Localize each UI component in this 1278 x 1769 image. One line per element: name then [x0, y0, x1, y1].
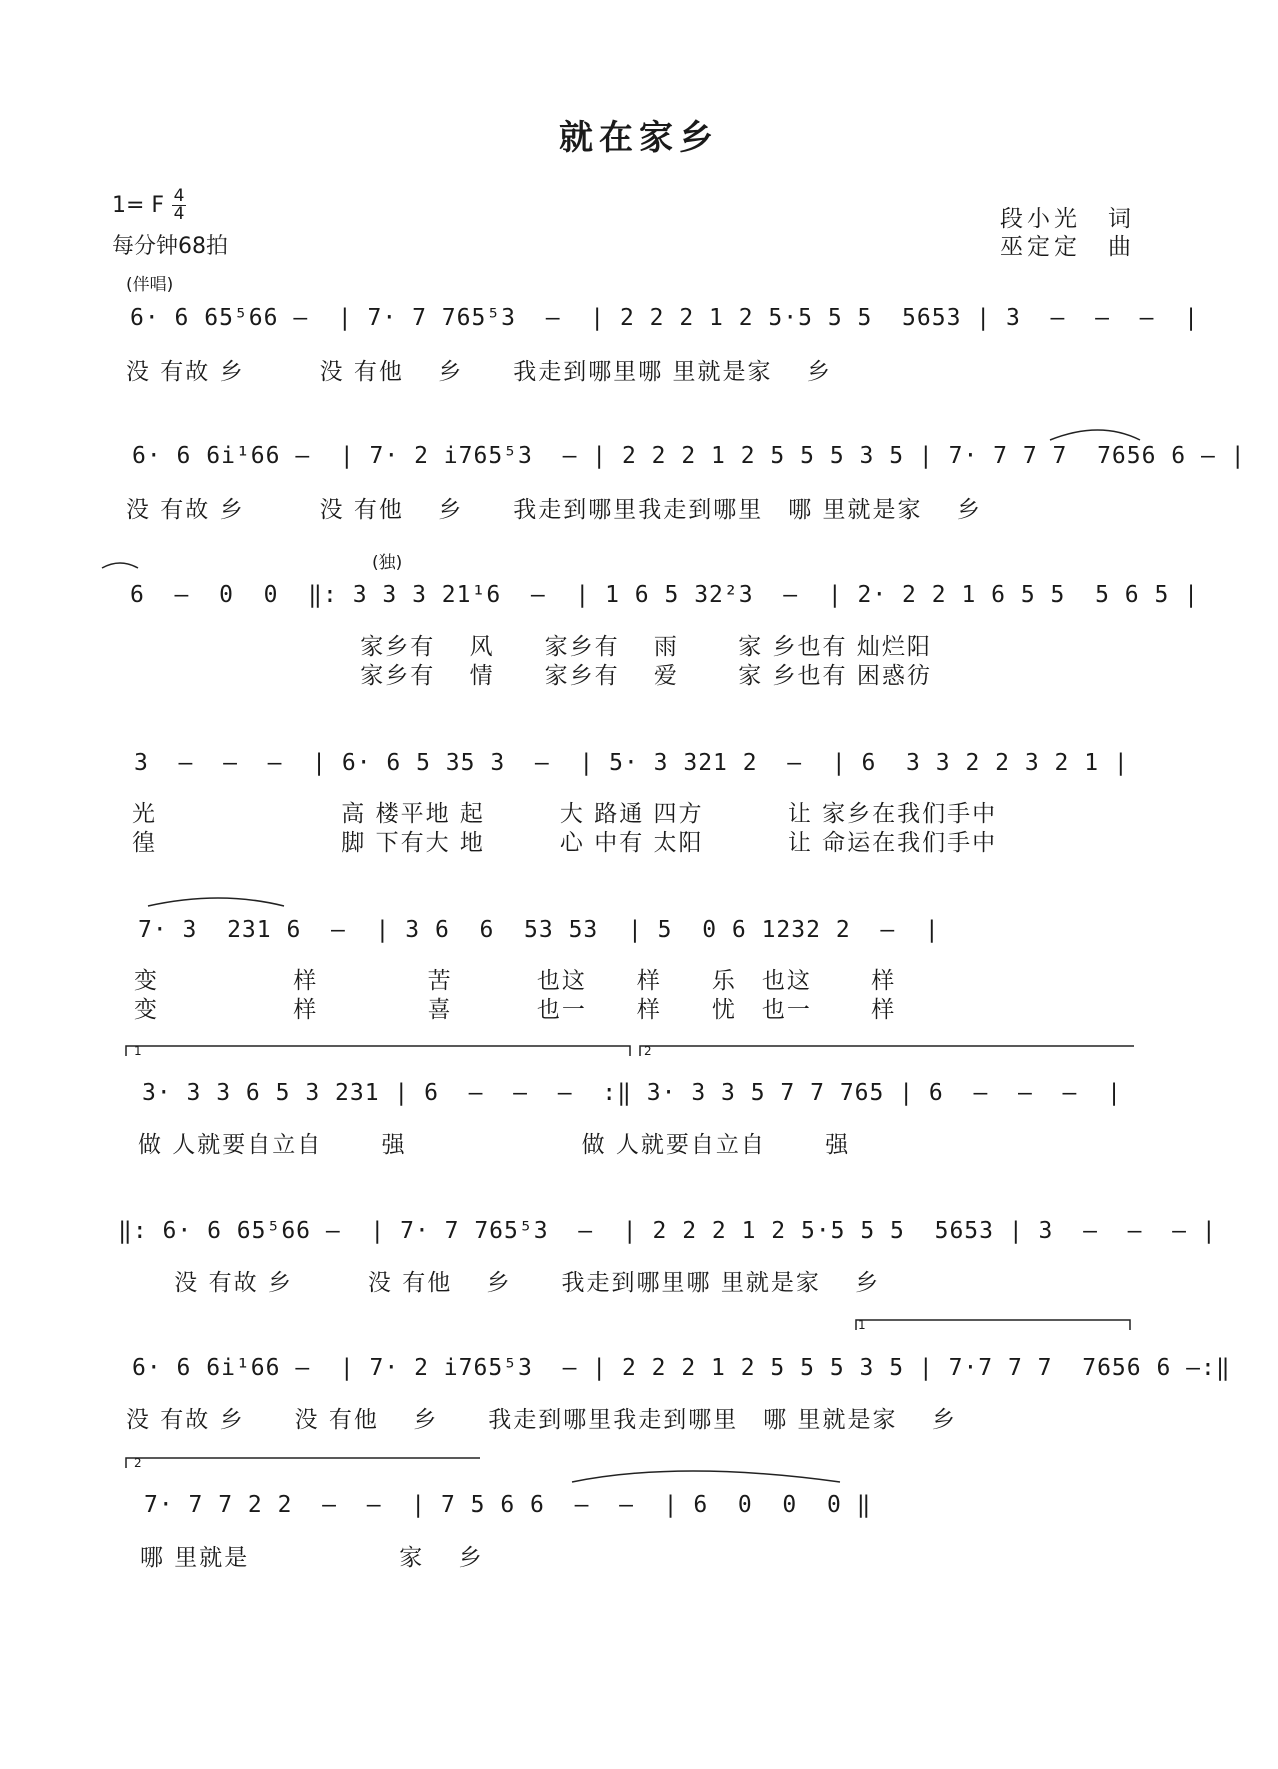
notation-line-4: 3 — — — | 6· 6 5 35 3 — | 5· 3 321 2 — | 6 3 3 2 2 3 2 1 | — [134, 750, 1129, 776]
lyrics-line-4b: 徨 脚 下有大 地 心 中有 太阳 让 命运在我们手中 — [132, 830, 998, 856]
lyricist-credit: 段小光 词 — [1000, 206, 1135, 232]
lyrics-line-1: 没 有故 乡 没 有他 乡 我走到哪里哪 里就是家 乡 — [126, 359, 832, 385]
notation-line-8: 6· 6 6i¹66 — | 7· 2 i765⁵3 — | 2 2 2 1 2 5 5 5 3 5 | 7·7 7 7 7656 6 —:‖ — [132, 1355, 1231, 1381]
time-signature-top: 4 — [173, 186, 185, 206]
volta-bracket-2 — [640, 1046, 1134, 1056]
notation-line-2: 6· 6 6i¹66 — | 7· 2 i765⁵3 — | 2 2 2 1 2 5 5 5 3 5 | 7· 7 7 7 7656 6 — | — [132, 443, 1246, 469]
volta-bracket-1 — [126, 1046, 630, 1056]
lyrics-line-7: 没 有故 乡 没 有他 乡 我走到哪里哪 里就是家 乡 — [140, 1270, 881, 1296]
lyrics-line-9: 哪 里就是 家 乡 — [140, 1545, 484, 1571]
chorus-marker: (伴唱) — [126, 275, 174, 295]
lyrics-line-3a: 家乡有 风 家乡有 雨 家 乡也有 灿烂阳 — [126, 634, 932, 660]
lyrics-line-5a: 变 样 苦 也这 样 乐 也这 样 — [134, 968, 897, 994]
notation-line-3: 6 — 0 0 ‖: 3 3 3 21¹6 — | 1 6 5 32²3 — | 2· 2 2 1 6 5 5 5 6 5 | — [130, 582, 1199, 608]
time-signature-bottom: 4 — [173, 204, 185, 224]
ending-1-marker: 1 — [134, 1044, 142, 1058]
lyrics-line-6: 做 人就要自立自 强 做 人就要自立自 强 — [138, 1132, 851, 1158]
lyrics-line-3b: 家乡有 情 家乡有 爱 家 乡也有 困惑彷 — [126, 663, 932, 689]
tie-slur-3 — [148, 898, 284, 906]
notation-line-7: ‖: 6· 6 65⁵66 — | 7· 7 765⁵3 — | 2 2 2 1 2 5·5 5 5 5653 | 3 — — — | — [118, 1218, 1217, 1244]
notation-line-1: 6· 6 65⁵66 — | 7· 7 765⁵3 — | 2 2 2 1 2 5·5 5 5 5653 | 3 — — — | — [130, 305, 1199, 331]
lyrics-line-4a: 光 高 楼平地 起 大 路通 四方 让 家乡在我们手中 — [132, 801, 998, 827]
lyrics-line-8: 没 有故 乡 没 有他 乡 我走到哪里我走到哪里 哪 里就是家 乡 — [126, 1407, 957, 1433]
tie-slur-2 — [102, 563, 138, 568]
lyrics-line-5b: 变 样 喜 也一 样 忧 也一 样 — [134, 997, 897, 1023]
solo-marker: (独) — [372, 553, 403, 573]
ending-2-marker-final: 2 — [134, 1456, 142, 1470]
ending-2-marker: 2 — [644, 1044, 652, 1058]
lyrics-line-2: 没 有故 乡 没 有他 乡 我走到哪里我走到哪里 哪 里就是家 乡 — [126, 497, 982, 523]
composer-credit: 巫定定 曲 — [1000, 234, 1135, 260]
key-signature: 1= F — [112, 193, 165, 218]
tempo-marking: 每分钟68拍 — [112, 234, 228, 259]
volta-bracket-2b — [126, 1458, 480, 1468]
notation-line-9: 7· 7 7 2 2 — — | 7 5 6 6 — — | 6 0 0 0 ‖ — [144, 1492, 872, 1518]
notation-line-6: 3· 3 3 6 5 3 231 | 6 — — — :‖ 3· 3 3 5 7 7 765 | 6 — — — | — [142, 1080, 1122, 1106]
notation-line-5: 7· 3 231 6 — | 3 6 6 53 53 | 5 0 6 1232 2 — | — [138, 917, 940, 943]
tie-slur-4 — [572, 1471, 840, 1482]
tie-slur-1 — [1050, 430, 1140, 440]
time-signature — [172, 188, 186, 223]
song-title: 就在家乡 — [559, 118, 719, 158]
volta-bracket-1b — [856, 1320, 1130, 1330]
ending-1-marker-repeat: 1 — [858, 1318, 866, 1332]
